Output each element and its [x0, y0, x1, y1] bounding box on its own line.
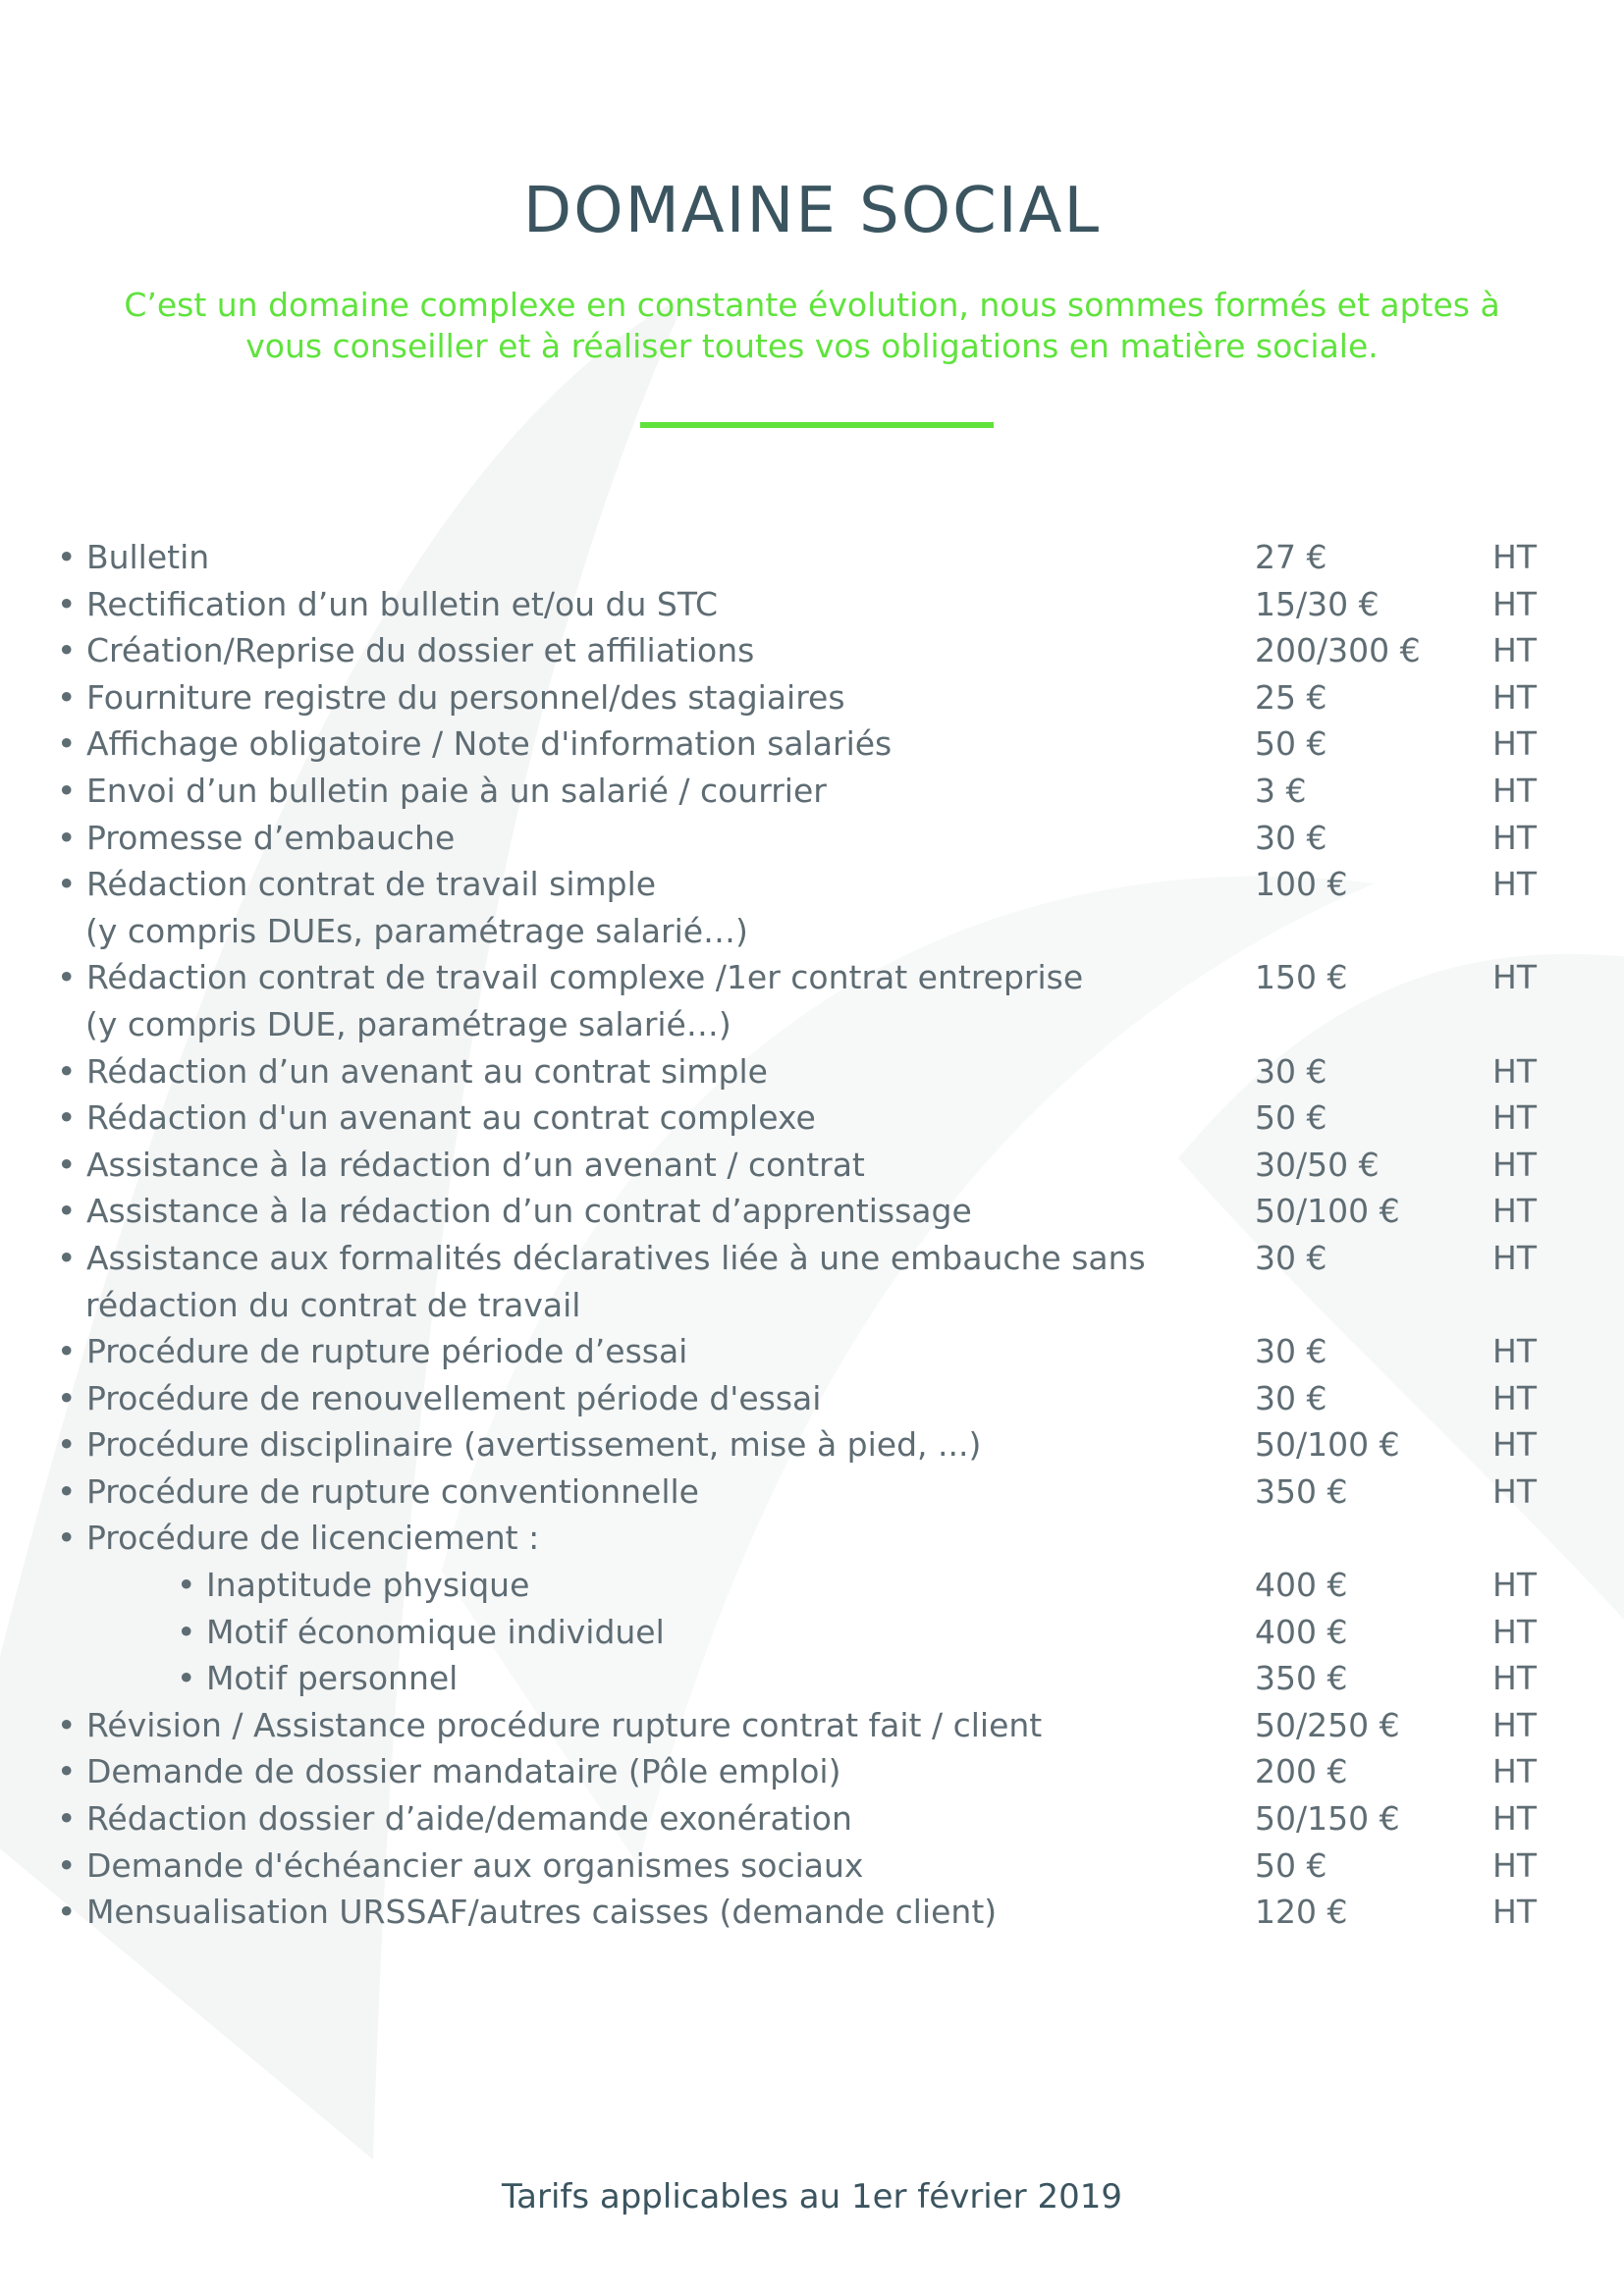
price-row	[57, 1519, 1569, 1566]
tax-label: HT	[1492, 1705, 1537, 1744]
service-label: • Révision / Assistance procédure rupture contrat fait / client	[57, 1705, 1043, 1744]
price-row	[57, 538, 1569, 585]
price-row	[57, 1659, 1569, 1706]
tax-label: HT	[1492, 538, 1537, 576]
tax-label: HT	[1492, 1799, 1537, 1839]
service-price: 400 €	[1255, 1612, 1348, 1651]
service-label: • Envoi d’un bulletin paie à un salarié / courrier	[57, 771, 827, 810]
price-row	[57, 772, 1569, 819]
tax-label: HT	[1492, 584, 1537, 623]
price-row	[57, 865, 1569, 912]
service-price: 150 €	[1255, 958, 1348, 997]
service-label: • Procédure de rupture conventionnelle	[57, 1471, 699, 1511]
price-row	[57, 1379, 1569, 1426]
service-price: 30 €	[1255, 818, 1327, 857]
service-label: • Procédure disciplinaire (avertissement, mise à pied, ...)	[57, 1425, 982, 1465]
service-label: • Inaptitude physique	[177, 1566, 530, 1605]
price-row	[57, 1332, 1569, 1379]
intro-text: C’est un domaine complexe en constante évolution, nous sommes formés et aptes à vous conseiller et à réaliser toutes vos obligations en matière sociale.	[124, 286, 1500, 365]
service-price: 50 €	[1255, 1098, 1327, 1138]
service-price: 15/30 €	[1255, 584, 1380, 623]
service-price: 50 €	[1255, 724, 1327, 764]
service-price: 50/250 €	[1255, 1705, 1400, 1744]
service-price: 30/50 €	[1255, 1145, 1380, 1184]
tax-label: HT	[1492, 818, 1537, 857]
service-label: rédaction du contrat de travail	[85, 1285, 581, 1324]
service-label: • Demande d'échéancier aux organismes sociaux	[57, 1845, 864, 1885]
service-label: • Motif personnel	[177, 1659, 459, 1698]
tax-label: HT	[1492, 1238, 1537, 1277]
tax-label: HT	[1492, 865, 1537, 904]
service-price: 350 €	[1255, 1659, 1348, 1698]
page-title: DOMAINE SOCIAL	[522, 175, 1102, 247]
tax-label: HT	[1492, 771, 1537, 810]
price-row	[57, 1799, 1569, 1846]
service-label: • Rédaction d'un avenant au contrat complexe	[57, 1098, 816, 1138]
service-price: 50 €	[1255, 1845, 1327, 1885]
service-price: 50/100 €	[1255, 1192, 1400, 1231]
service-price: 3 €	[1255, 771, 1307, 810]
service-label: • Rédaction d’un avenant au contrat simple	[57, 1051, 768, 1091]
tax-label: HT	[1492, 1145, 1537, 1184]
price-row	[57, 1846, 1569, 1894]
price-row	[57, 958, 1569, 1005]
service-price: 50/150 €	[1255, 1799, 1400, 1839]
tax-label: HT	[1492, 1659, 1537, 1698]
tax-label: HT	[1492, 1332, 1537, 1371]
service-label: • Procédure de renouvellement période d'essai	[57, 1378, 822, 1417]
service-price: 200 €	[1255, 1752, 1348, 1791]
price-row	[57, 1472, 1569, 1520]
service-label: • Mensualisation URSSAF/autres caisses (demande client)	[57, 1893, 998, 1932]
tax-label: HT	[1492, 1566, 1537, 1605]
service-label: • Rectification d’un bulletin et/ou du STC	[57, 584, 719, 623]
tax-label: HT	[1492, 677, 1537, 717]
price-row	[57, 1706, 1569, 1753]
service-price: 25 €	[1255, 677, 1327, 717]
service-label: • Assistance à la rédaction d’un avenant / contrat	[57, 1145, 865, 1184]
service-price: 50/100 €	[1255, 1425, 1400, 1465]
service-price: 30 €	[1255, 1332, 1327, 1371]
price-row	[57, 585, 1569, 632]
tax-label: HT	[1492, 1192, 1537, 1231]
tax-label: HT	[1492, 724, 1537, 764]
service-price: 350 €	[1255, 1471, 1348, 1511]
service-label: • Rédaction contrat de travail complexe /1er contrat entreprise	[57, 958, 1084, 997]
tax-label: HT	[1492, 1612, 1537, 1651]
service-label: • Motif économique individuel	[177, 1612, 665, 1651]
service-price: 200/300 €	[1255, 631, 1421, 670]
price-row	[57, 1893, 1569, 1940]
price-row	[57, 1425, 1569, 1472]
price-row	[57, 819, 1569, 866]
service-price: 100 €	[1255, 865, 1348, 904]
price-row	[57, 1146, 1569, 1193]
price-row	[57, 631, 1569, 678]
footer-note: Tarifs applicables au 1er février 2019	[502, 2177, 1122, 2216]
service-label: • Fourniture registre du personnel/des stagiaires	[57, 677, 845, 717]
tax-label: HT	[1492, 631, 1537, 670]
service-label: • Assistance à la rédaction d’un contrat d’apprentissage	[57, 1192, 972, 1231]
service-label: • Affichage obligatoire / Note d'information salariés	[57, 724, 893, 764]
service-label: • Procédure de licenciement :	[57, 1519, 540, 1558]
service-price: 27 €	[1255, 538, 1327, 576]
service-label: • Assistance aux formalités déclaratives liée à une embauche sans	[57, 1238, 1146, 1277]
tax-label: HT	[1492, 1098, 1537, 1138]
price-row	[57, 912, 1569, 959]
price-row	[57, 1566, 1569, 1613]
price-row	[57, 1752, 1569, 1799]
title-divider	[640, 422, 994, 428]
price-row	[57, 1052, 1569, 1099]
price-row	[57, 1613, 1569, 1660]
price-row	[57, 1286, 1569, 1333]
tax-label: HT	[1492, 1471, 1537, 1511]
tax-label: HT	[1492, 958, 1537, 997]
tax-label: HT	[1492, 1051, 1537, 1091]
price-row	[57, 1192, 1569, 1239]
tax-label: HT	[1492, 1845, 1537, 1885]
price-row	[57, 1098, 1569, 1146]
service-label: • Demande de dossier mandataire (Pôle emploi)	[57, 1752, 841, 1791]
service-price: 30 €	[1255, 1051, 1327, 1091]
service-label: (y compris DUEs, paramétrage salarié…)	[85, 911, 748, 950]
price-row	[57, 724, 1569, 772]
tax-label: HT	[1492, 1425, 1537, 1465]
service-label: • Bulletin	[57, 538, 210, 576]
service-label: (y compris DUE, paramétrage salarié…)	[85, 1004, 731, 1043]
service-price: 120 €	[1255, 1893, 1348, 1932]
service-price: 400 €	[1255, 1566, 1348, 1605]
price-row	[57, 1005, 1569, 1052]
tax-label: HT	[1492, 1378, 1537, 1417]
price-row	[57, 678, 1569, 725]
service-label: • Promesse d’embauche	[57, 818, 456, 857]
service-label: • Rédaction dossier d’aide/demande exonération	[57, 1799, 852, 1839]
service-label: • Procédure de rupture période d’essai	[57, 1332, 688, 1371]
tax-label: HT	[1492, 1752, 1537, 1791]
price-row	[57, 1239, 1569, 1286]
service-price: 30 €	[1255, 1238, 1327, 1277]
price-list	[57, 538, 1569, 1940]
tax-label: HT	[1492, 1893, 1537, 1932]
service-label: • Rédaction contrat de travail simple	[57, 865, 657, 904]
service-price: 30 €	[1255, 1378, 1327, 1417]
service-label: • Création/Reprise du dossier et affiliations	[57, 631, 755, 670]
